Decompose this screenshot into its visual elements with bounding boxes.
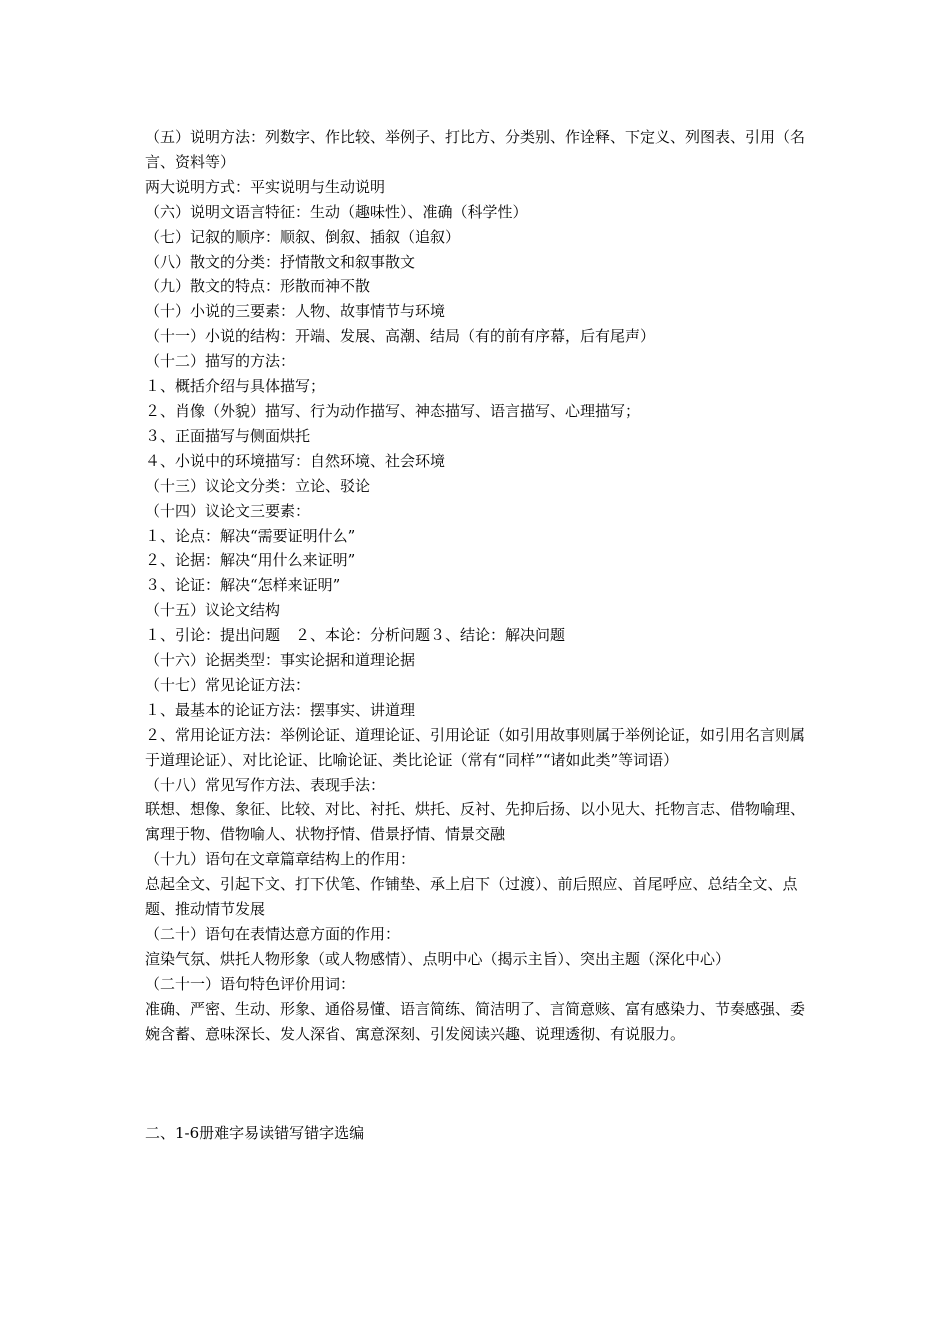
text-line-12: ３、正面描写与侧面烘托	[145, 426, 311, 445]
text-line-19: （十五）议论文结构	[145, 601, 281, 620]
text-line-16: １、论点：解决“需要证明什么”	[145, 526, 356, 545]
text-line-29: （二十）语句在表情达意方面的作用：	[145, 925, 401, 943]
text-line-14: （十三）议论文分类：立论、驳论	[145, 476, 371, 495]
text-line-2: 两大说明方式：平实说明与生动说明	[145, 177, 386, 196]
text-line-5: （八）散文的分类：抒情散文和叙事散文	[145, 252, 416, 271]
document-body	[145, 125, 810, 1145]
text-line-1: （五）说明方法：列数字、作比较、举例子、打比方、分类别、作诠释、下定义、列图表、引用（名言、资料等）	[145, 128, 806, 171]
section-heading: 二、1-6册难字易读错写错字选编	[145, 1123, 365, 1142]
text-line-7: （十）小说的三要素：人物、故事情节与环境	[145, 302, 446, 321]
text-line-32: 准确、严密、生动、形象、通俗易懂、语言简练、简洁明了、言简意赅、富有感染力、节奏感强、委婉含蓄、意味深长、发人深省、寓意深刻、引发阅读兴趣、说理透彻、有说服力。	[145, 999, 806, 1043]
text-line-24: ２、常用论证方法：举例论证、道理论证、引用论证（如引用故事则属于举例论证，如引用名言则属于道理论证）、对比论证、比喻论证、类比论证（常有“同样”“诸如此类”等词语）	[145, 725, 806, 769]
text-line-28: 总起全文、引起下文、打下伏笔、作铺垫、承上启下（过渡）、前后照应、首尾呼应、总结全文、点题、推动情节发展	[145, 875, 798, 919]
text-line-17: ２、论据：解决“用什么来证明”	[145, 551, 356, 570]
text-line-6: （九）散文的特点：形散而神不散	[145, 277, 371, 296]
text-line-10: １、概括介绍与具体描写；	[145, 377, 326, 396]
section-spacer	[145, 1047, 810, 1121]
text-line-4: （七）记叙的顺序：顺叙、倒叙、插叙（追叙）	[145, 227, 461, 246]
text-line-3: （六）说明文语言特征：生动（趣味性）、准确（科学性）	[145, 202, 528, 221]
text-line-21: （十六）论据类型：事实论据和道理论据	[145, 651, 416, 670]
text-line-15: （十四）议论文三要素：	[145, 501, 311, 520]
text-line-20: １、引论：提出问题 ２、本论：分析问题３、结论：解决问题	[145, 626, 566, 645]
text-line-11: ２、肖像（外貌）描写、行为动作描写、神态描写、语言描写、心理描写；	[145, 401, 641, 420]
text-line-30: 渲染气氛、烘托人物形象（或人物感情）、点明中心（揭示主旨）、突出主题（深化中心）	[145, 949, 731, 968]
text-line-25: （十八）常见写作方法、表现手法：	[145, 775, 386, 794]
text-line-9: （十二）描写的方法：	[145, 352, 296, 371]
text-line-23: １、最基本的论证方法：摆事实、讲道理	[145, 700, 416, 719]
text-line-22: （十七）常见论证方法：	[145, 675, 311, 694]
text-line-13: ４、小说中的环境描写：自然环境、社会环境	[145, 451, 446, 470]
text-line-18: ３、论证：解决“怎样来证明”	[145, 576, 341, 595]
text-line-26: 联想、想像、象征、比较、对比、衬托、烘托、反衬、先抑后扬、以小见大、托物言志、借物喻理、寓理于物、借物喻人、状物抒情、借景抒情、情景交融	[145, 800, 806, 844]
text-line-31: （二十一）语句特色评价用词：	[145, 974, 356, 993]
text-line-27: （十九）语句在文章篇章结构上的作用：	[145, 850, 416, 869]
text-line-8: （十一）小说的结构：开端、发展、高潮、结局（有的前有序幕，后有尾声）	[145, 327, 656, 346]
